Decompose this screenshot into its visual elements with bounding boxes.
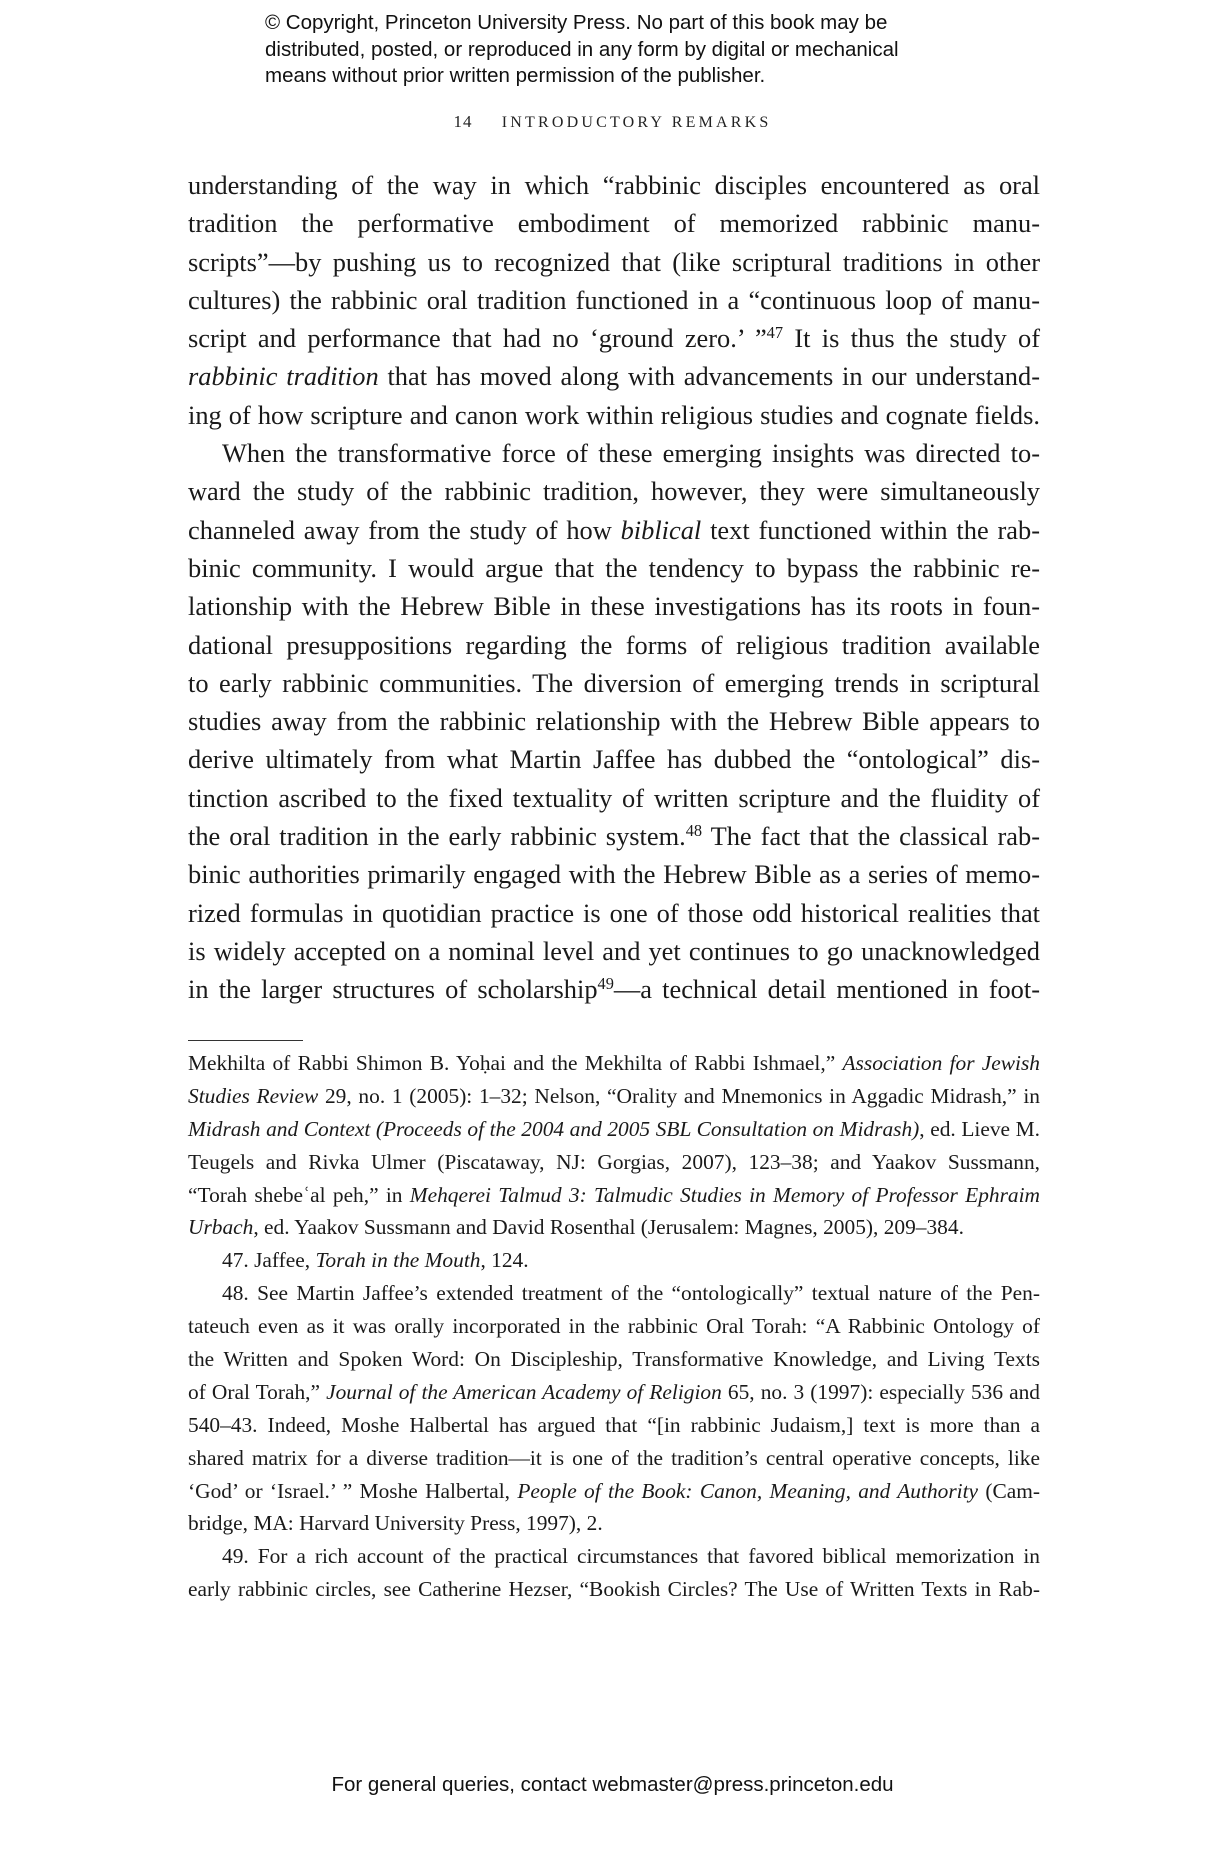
italic-title: Torah in the Mouth [315,1248,481,1273]
footnote-49 [188,1540,1040,1606]
text-line [188,511,1040,549]
paragraph-2 [188,434,1040,1008]
text-line: When the transformative force of these emerging insights was directed to- [222,438,1040,469]
text-segment: The fact that the classical rab- [702,821,1040,852]
copyright-line: distributed, posted, or reproduced in any form by digital or mechanical [265,37,899,61]
footnote-ref-48: 48 [685,821,703,841]
footnote-line: tateuch even as it was orally incorporated in the rabbinic Oral Torah: “A Rabbinic Ontology of [188,1314,1040,1339]
italic-term: biblical [620,514,702,545]
text-line [188,357,1040,395]
italic-title: People of the Book: Canon, Meaning, and Authority [517,1478,979,1503]
text-line: tinction ascribed to the fixed textuality of written scripture and the fluidity of [188,782,1040,813]
text-segment: It is thus the study of [783,323,1040,354]
text-segment: , ed. Lieve M. [919,1116,1040,1141]
text-segment: Mekhilta of Rabbi Shimon B. Yoḥai and the Mekhilta of Rabbi Ishmael,” [188,1051,843,1075]
text-line [188,319,1040,357]
text-line: is widely accepted on a nominal level and yet continues to go unacknowledged [188,935,1040,966]
text-segment: that has moved along with advancements in our understand- [378,361,1040,392]
text-line: scripts”—by pushing us to recognized that (like scriptural traditions in other [188,246,1040,277]
text-line: studies away from the rabbinic relationship with the Hebrew Bible appears to [188,706,1040,737]
footnote-line: 49. For a rich account of the practical circumstances that favored biblical memorization in [222,1544,1040,1569]
footnote-line [188,1244,1040,1277]
text-segment: 47. Jaffee, [222,1248,316,1273]
footnote-line [188,1475,1040,1508]
footnote-line [188,1376,1040,1409]
copyright-notice [265,10,965,90]
text-line: derive ultimately from what Martin Jaffee has dubbed the “ontological” dis- [188,744,1040,775]
main-text [188,166,1040,1009]
copyright-line: © Copyright, Princeton University Press. No part of this book may be [265,11,888,34]
italic-title: Midrash and Context (Proceeds of the 2004 and 2005 SBL Consultation on Midrash) [188,1116,920,1141]
text-segment: , ed. Yaakov Sussmann and David Rosenthal (Jerusalem: Magnes, 2005), 209–384. [253,1215,964,1240]
footnote-line: Teugels and Rivka Ulmer (Piscataway, NJ: Gorgias, 2007), 123–38; and Yaakov Sussmann, [188,1149,1040,1174]
text-segment: “Torah shebeʿal peh,” in [188,1182,410,1207]
footnote-line [188,1113,1040,1146]
footnote-line [188,1047,1040,1080]
text-segment: the oral tradition in the early rabbinic system. [188,821,686,852]
text-line [188,817,1040,855]
text-segment: text functioned within the rab- [701,514,1040,545]
text-segment: , 124. [480,1248,529,1273]
footnote-line: bridge, MA: Harvard University Press, 1997), 2. [188,1511,603,1536]
footnote-ref-49: 49 [597,974,614,994]
footnote-line: 48. See Martin Jaffee’s extended treatment of the “ontologically” textual nature of the Pen- [222,1281,1040,1306]
text-segment: —a technical detail mentioned in foot- [613,974,1040,1005]
footnote-47 [188,1244,1040,1277]
text-line: binic community. I would argue that the tendency to bypass the rabbinic re- [188,552,1040,583]
text-line [188,970,1040,1008]
footnote-line: the Written and Spoken Word: On Discipleship, Transformative Knowledge, and Living Texts [188,1347,1040,1372]
text-line: dational presuppositions regarding the forms of religious tradition available [188,629,1040,660]
page-number: 14 [453,112,473,131]
footnote-48 [188,1277,1040,1540]
text-line: to early rabbinic communities. The diversion of emerging trends in scriptural [188,667,1040,698]
footnote-continuation [188,1047,1040,1244]
text-segment: channeled away from the study of how [188,514,621,545]
footnote-divider [188,1040,303,1041]
text-line: ing of how scripture and canon work within religious studies and cognate fields. [188,399,1040,430]
text-line: understanding of the way in which “rabbinic disciples encountered as oral [188,170,1040,200]
text-line: cultures) the rabbinic oral tradition functioned in a “continuous loop of manu- [188,284,1040,315]
footnote-line: early rabbinic circles, see Catherine Hezser, “Bookish Circles? The Use of Written Texts in Rab- [188,1577,1040,1602]
copyright-line: means without prior written permission of the publisher. [265,64,766,87]
footnote-line: 540–43. Indeed, Moshe Halbertal has argued that “[in rabbinic Judaism,] text is more than a [188,1412,1040,1437]
footnote-line [188,1080,1040,1113]
text-line: rized formulas in quotidian practice is one of those odd historical realities that [188,897,1040,928]
footer-contact: For general queries, contact webmaster@press.princeton.edu [331,1773,894,1796]
italic-title: Mehqerei Talmud 3: Talmudic Studies in Memory of Professor Ephraim [409,1182,1040,1207]
text-segment: 65, no. 3 (1997): especially 536 and [721,1379,1040,1404]
text-line: tradition the performative embodiment of memorized rabbinic manu- [188,208,1040,239]
footnote-line [188,1211,1040,1244]
text-line: binic authorities primarily engaged with the Hebrew Bible as a series of memo- [188,859,1040,890]
footnote-ref-47: 47 [766,323,784,343]
footnote-line [188,1179,1040,1212]
text-segment: in the larger structures of scholarship [188,974,598,1005]
text-line: lationship with the Hebrew Bible in these investigations has its roots in foun- [188,591,1040,622]
paragraph-1 [188,166,1040,434]
running-head [0,112,1225,132]
italic-title: Urbach [188,1215,254,1240]
footnote-line: shared matrix for a diverse tradition—it is one of the tradition’s central operative concepts, like [188,1445,1040,1470]
italic-title: Association for Jewish [842,1051,1041,1075]
text-segment: script and performance that had no ‘ground zero.’ ” [188,323,767,354]
footnotes [188,1047,1040,1606]
text-segment: 29, no. 1 (2005): 1–32; Nelson, “Orality and Mnemonics in Aggadic Midrash,” in [318,1083,1040,1108]
italic-term: rabbinic tradition [188,361,379,392]
italic-title: Journal of the American Academy of Religion [326,1379,722,1404]
text-segment: of Oral Torah,” [188,1379,327,1404]
running-title: INTRODUCTORY REMARKS [501,114,772,131]
italic-title: Studies Review [188,1083,319,1108]
text-segment: ‘God’ or ‘Israel.’ ” Moshe Halbertal, [188,1478,518,1503]
text-segment: (Cam- [978,1478,1041,1503]
text-line: ward the study of the rabbinic tradition, however, they were simultaneously [188,476,1040,507]
